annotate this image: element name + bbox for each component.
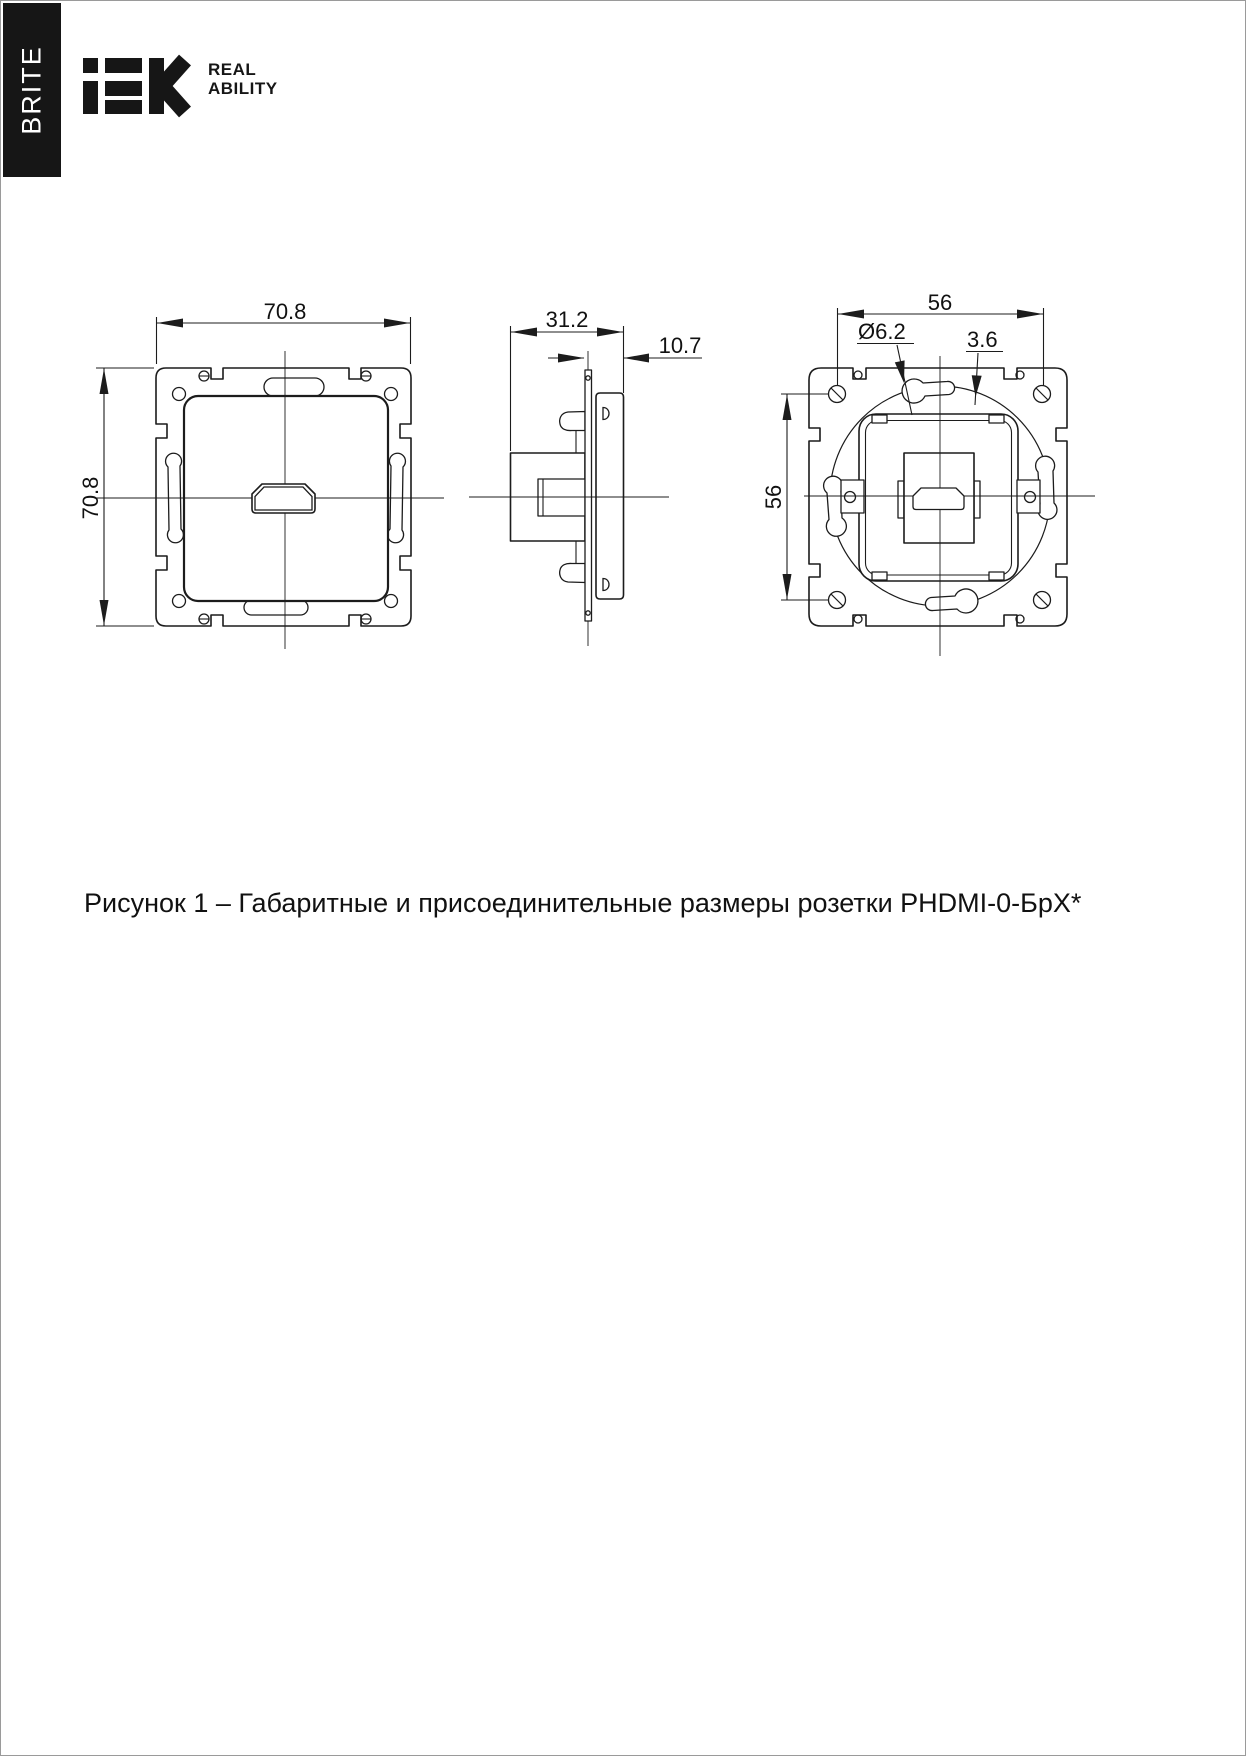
side-offset-dim-label: 10.7 xyxy=(658,333,702,358)
plate-opening xyxy=(264,378,324,396)
iek-logo-letter-k xyxy=(149,58,185,114)
rear-view-drawing xyxy=(761,290,1095,656)
plate-opening xyxy=(244,600,308,615)
rear-width-dim-label: 56 xyxy=(927,290,953,315)
iek-logo xyxy=(83,58,278,114)
strap-profile xyxy=(585,370,592,621)
technical-drawing xyxy=(1,1,1245,701)
iek-logo-letter-i xyxy=(83,58,98,114)
claw-hole-dia-label: Ø6.2 xyxy=(858,319,906,344)
front-width-dimension xyxy=(157,299,411,364)
mounting-claw xyxy=(560,412,585,431)
claw-slot-label: 3.6 xyxy=(967,327,998,352)
figure-caption: Рисунок 1 – Габаритные и присоединительные размеры розетки PHDMI-0-БрХ* xyxy=(84,888,1082,918)
mounting-claw xyxy=(560,563,585,582)
front-height-dim-label: 70.8 xyxy=(78,476,103,520)
front-width-dim-label: 70.8 xyxy=(263,299,307,324)
side-depth-dim-label: 31.2 xyxy=(545,307,589,332)
brite-series-label: BRITE xyxy=(16,45,47,135)
front-view-drawing xyxy=(78,299,444,649)
side-offset-dimension xyxy=(548,333,702,363)
logo-tagline-ability: ABILITY xyxy=(208,79,278,98)
cover-profile xyxy=(596,393,624,599)
hdmi-connector-rear xyxy=(913,488,964,510)
hdmi-connector-front xyxy=(252,484,315,513)
side-tab xyxy=(1017,480,1040,513)
rear-height-dim-label: 56 xyxy=(761,484,786,510)
iek-logo-letter-e xyxy=(105,58,142,114)
front-height-dimension xyxy=(78,368,154,626)
side-view-drawing xyxy=(469,307,702,646)
logo-tagline-real: REAL xyxy=(208,60,257,79)
